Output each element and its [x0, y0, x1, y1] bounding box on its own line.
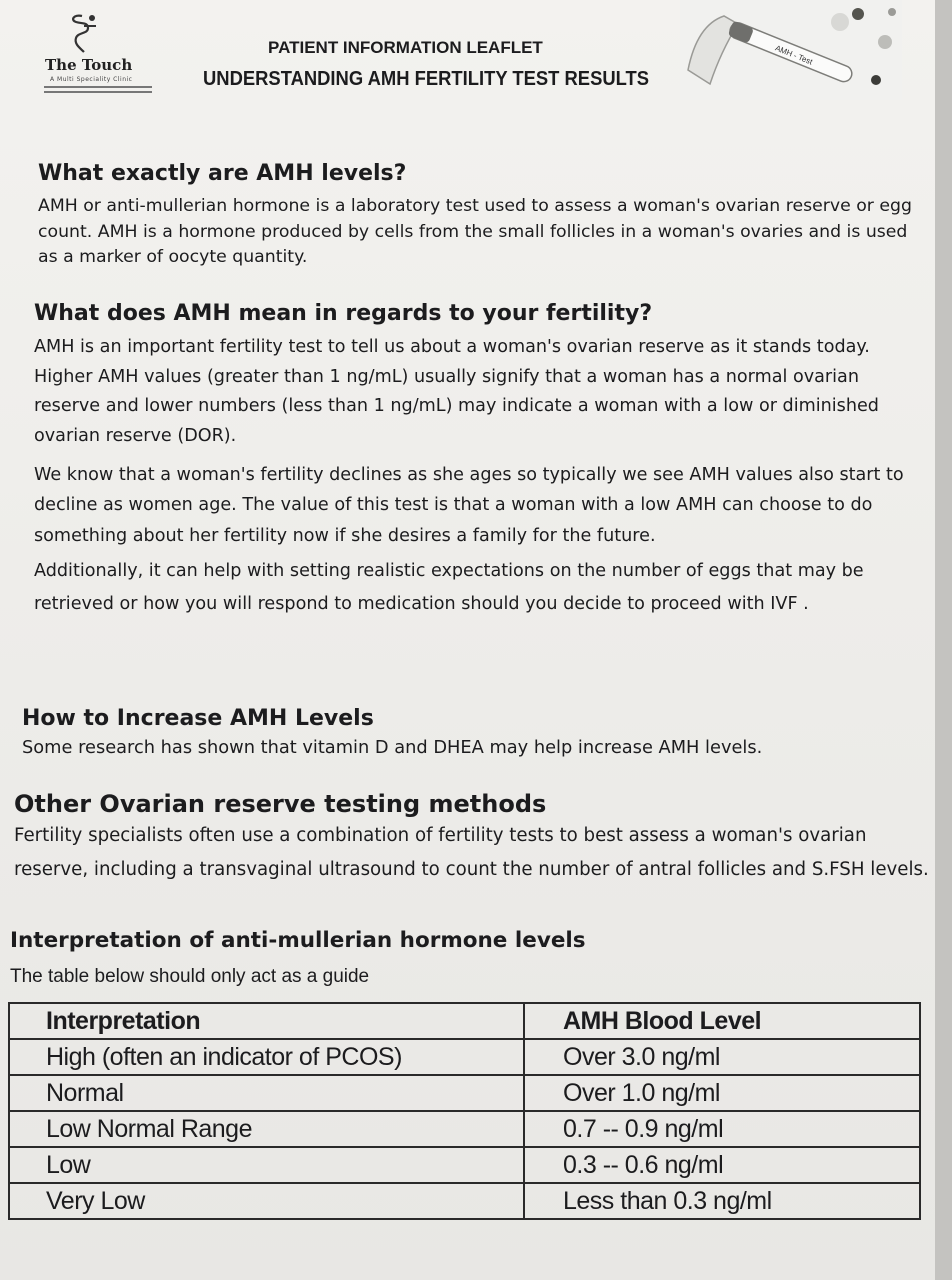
tube-label: AMH - Test: [773, 43, 814, 67]
section-paragraph: AMH or anti-mullerian hormone is a laboratory test used to assess a woman's ovarian reserve or egg count. AMH is a hormone produced by cells from the small follicles in a woman's ovaries and is used as a marker of oocyte quantity.: [38, 196, 912, 268]
blood-test-illustration: [680, 0, 902, 100]
section-heading: What exactly are AMH levels?: [38, 161, 407, 186]
leaflet-title: UNDERSTANDING AMH FERTILITY TEST RESULTS: [203, 68, 650, 90]
table-row: [9, 1075, 920, 1111]
clinic-name: The Touch: [45, 56, 133, 74]
amh-level-cell: 0.3 -- 0.6 ng/ml: [524, 1147, 920, 1183]
section-paragraph: AMH is an important fertility test to tell us about a woman's ovarian reserve as it stands today. Higher AMH values (greater than 1 ng/mL) usually signify that a woman has a normal ovarian reserve and lower numbers (less than 1 ng/mL) may indicate a woman with a low or diminished ovarian reserve (DOR).: [34, 337, 879, 447]
table-header-row: [9, 1003, 920, 1039]
section-paragraph: Some research has shown that vitamin D and DHEA may help increase AMH levels.: [22, 737, 763, 758]
section-interpretation: [10, 926, 910, 956]
table-row: [9, 1183, 920, 1219]
section-paragraph: We know that a woman's fertility declines as she ages so typically we see AMH values also start to decline as women age. The value of this test is that a woman with a low AMH can choose to do something about her fertility now if she desires a family for the future.: [34, 464, 904, 546]
logo-lines: [44, 86, 152, 96]
interpretation-cell: Low: [9, 1147, 524, 1183]
table-note: The table below should only act as a guide: [10, 966, 370, 987]
dot-4: [871, 75, 881, 85]
clinic-tagline: A Multi Speciality Clinic: [50, 76, 133, 83]
section-heading: Interpretation of anti-mullerian hormone levels: [10, 928, 586, 953]
interpretation-cell: Low Normal Range: [9, 1111, 524, 1147]
table-row: [9, 1039, 920, 1075]
table-row: [9, 1147, 920, 1183]
logo-figure-icon: [62, 12, 102, 56]
amh-level-cell: Over 3.0 ng/ml: [524, 1039, 920, 1075]
table-row: [9, 1111, 920, 1147]
header-amh-level: AMH Blood Level: [524, 1003, 920, 1039]
interpretation-cell: Normal: [9, 1075, 524, 1111]
dot-1: [831, 13, 849, 31]
section-paragraph: Additionally, it can help with setting realistic expectations on the number of eggs that may be retrieved or how you will respond to medication should you decide to proceed with IVF .: [34, 561, 864, 615]
amh-level-cell: Over 1.0 ng/ml: [524, 1075, 920, 1111]
leaflet-heading: PATIENT INFORMATION LEAFLET: [268, 38, 543, 57]
section-increase-amh: [22, 705, 912, 763]
section-heading: How to Increase AMH Levels: [22, 706, 374, 731]
amh-interpretation-table: [8, 1002, 921, 1220]
section-other-testing: [14, 789, 932, 886]
dot-3: [878, 35, 892, 49]
section-paragraph: Fertility specialists often use a combination of fertility tests to best assess a woman's ovarian reserve, including a transvaginal ultrasound to count the number of antral follicles and S.FSH levels.: [14, 825, 929, 880]
section-what-are-amh-levels: [38, 160, 913, 271]
section-heading: What does AMH mean in regards to your fertility?: [34, 301, 653, 326]
interpretation-text: High (often an indicator of PCOS): [46, 1043, 402, 1071]
section-amh-fertility: [34, 300, 916, 621]
dot-2: [852, 8, 864, 20]
page-edge: [935, 0, 952, 1280]
amh-level-cell: Less than 0.3 ng/ml: [524, 1183, 920, 1219]
dot-5: [888, 8, 896, 16]
interpretation-cell: Very Low: [9, 1183, 524, 1219]
amh-level-cell: 0.7 -- 0.9 ng/ml: [524, 1111, 920, 1147]
clinic-logo: [40, 12, 155, 102]
section-heading: Other Ovarian reserve testing methods: [14, 790, 547, 818]
interpretation-cell: [9, 1039, 524, 1075]
header-interpretation: Interpretation: [9, 1003, 524, 1039]
